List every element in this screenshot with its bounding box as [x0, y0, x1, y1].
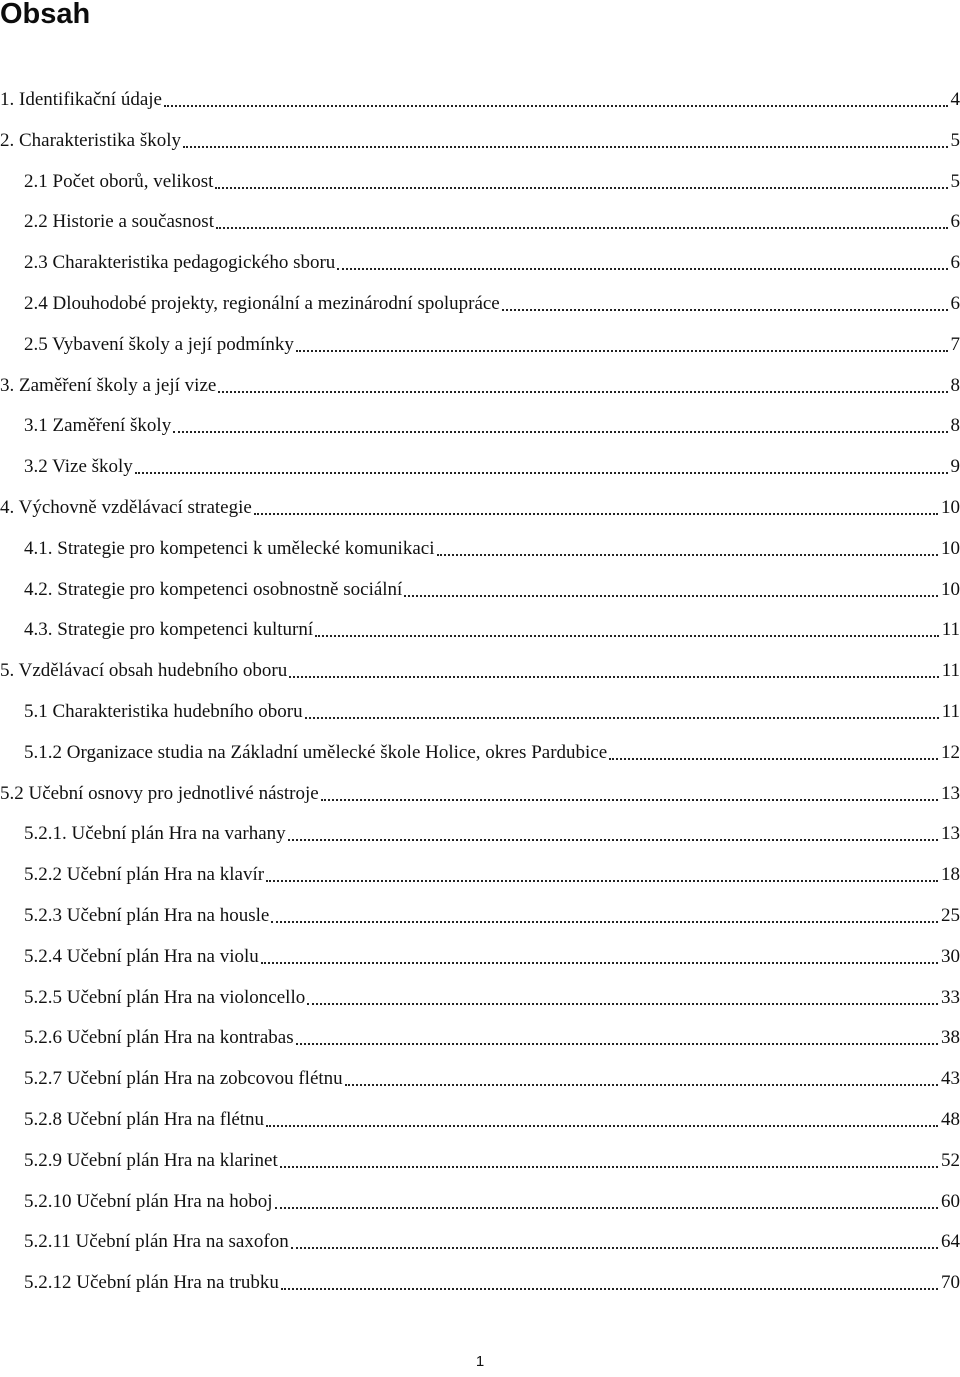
toc-entry[interactable]: [24, 408, 960, 438]
page-title: Obsah: [0, 0, 91, 30]
toc-entry-label: 5. Vzdělávací obsah hudebního oboru: [0, 660, 288, 682]
toc-entry-label: 5.2.10 Učební plán Hra na hoboj: [24, 1190, 273, 1212]
toc-entry-label: 4. Výchovně vzdělávací strategie: [0, 497, 252, 518]
toc-entry-page-number: 60: [941, 1190, 960, 1212]
toc-entry-page-number: 10: [941, 578, 960, 600]
toc-entry-label: 2.4 Dlouhodobé projekty, regionální a mezinárodní spolupráce: [24, 293, 500, 314]
toc-entry[interactable]: [24, 245, 960, 275]
toc-entry-page-number: 38: [941, 1027, 960, 1049]
toc-entry-label: 3. Zaměření školy a její vize: [0, 374, 217, 396]
toc-entry-page-number: 4: [950, 89, 960, 110]
toc-entry-page-number: 8: [950, 415, 960, 437]
dot-leader: [266, 1125, 938, 1127]
toc-entry-page-number: 6: [950, 252, 960, 274]
dot-leader: [173, 431, 947, 433]
toc-entry[interactable]: [24, 1020, 960, 1050]
toc-entry[interactable]: [24, 1143, 960, 1173]
toc-entry-page-number: 43: [941, 1068, 960, 1090]
dot-leader: [288, 839, 938, 841]
toc-entry[interactable]: [0, 123, 960, 153]
toc-entry-page-number: 10: [941, 537, 960, 559]
toc-entry-label: 2.1 Počet oborů, velikost: [24, 170, 214, 192]
toc-entry-page-number: 13: [941, 782, 960, 804]
toc-entry-page-number: 8: [950, 374, 960, 396]
toc-entry[interactable]: [0, 490, 960, 520]
toc-entry-label: 4.1. Strategie pro kompetenci k umělecké komunikaci: [24, 537, 435, 559]
toc-entry[interactable]: [24, 449, 960, 479]
dot-leader: [281, 1288, 938, 1290]
toc-entry-label: 5.2.5 Učební plán Hra na violoncello: [24, 986, 306, 1008]
dot-leader: [502, 309, 948, 311]
dot-leader: [280, 1166, 938, 1168]
toc-entry-label: 5.2 Učební osnovy pro jednotlivé nástroje: [0, 782, 319, 804]
page-number: 1: [475, 1353, 485, 1370]
toc-entry[interactable]: [24, 164, 960, 194]
dot-leader: [609, 758, 938, 760]
toc-entry-page-number: 5: [950, 129, 960, 151]
toc-entry-page-number: 64: [941, 1231, 960, 1253]
dot-leader: [289, 676, 938, 678]
dot-leader: [135, 472, 948, 474]
toc-entry-page-number: 52: [941, 1149, 960, 1171]
toc-entry[interactable]: [0, 82, 960, 112]
dot-leader: [291, 1247, 938, 1249]
toc-entry[interactable]: [24, 980, 960, 1010]
dot-leader: [266, 880, 938, 882]
toc-entry-label: 5.2.2 Učební plán Hra na klavír: [24, 864, 265, 886]
toc-entry-label: 2.3 Charakteristika pedagogického sboru: [24, 252, 336, 274]
dot-leader: [305, 717, 939, 719]
dot-leader: [345, 1084, 938, 1086]
toc-entry-label: 2.5 Vybavení školy a její podmínky: [24, 333, 294, 355]
dot-leader: [164, 105, 948, 107]
toc-entry[interactable]: [24, 694, 960, 724]
toc-entry[interactable]: [24, 857, 960, 887]
toc-entry-page-number: 18: [941, 864, 960, 886]
dot-leader: [296, 350, 948, 352]
toc-entry-label: 3.2 Vize školy: [24, 456, 133, 478]
dot-leader: [218, 391, 947, 393]
toc-entry-label: 1. Identifikační údaje: [0, 89, 162, 110]
toc-entry-page-number: 12: [941, 741, 960, 763]
toc-entry-label: 5.2.9 Učební plán Hra na klarinet: [24, 1149, 278, 1171]
toc-entry-page-number: 13: [941, 823, 960, 845]
toc-entry-label: 2.2 Historie a současnost: [24, 211, 214, 233]
toc-entry-label: 5.2.4 Učební plán Hra na violu: [24, 945, 259, 967]
toc-entry-page-number: 6: [950, 293, 960, 314]
dot-leader: [404, 595, 938, 597]
toc-entry-page-number: 10: [941, 497, 960, 518]
toc-entry[interactable]: [24, 898, 960, 928]
dot-leader: [437, 554, 939, 556]
toc-entry[interactable]: [24, 1184, 960, 1214]
dot-leader: [254, 513, 938, 515]
dot-leader: [321, 799, 938, 801]
dot-leader: [275, 1207, 938, 1209]
toc-entry[interactable]: [24, 1061, 960, 1091]
toc-entry-page-number: 33: [941, 986, 960, 1008]
toc-entry[interactable]: [24, 286, 960, 316]
toc-entry[interactable]: [24, 572, 960, 602]
dot-leader: [296, 1043, 938, 1045]
toc-entry-label: 5.1.2 Organizace studia na Základní umělecké škole Holice, okres Pardubice: [24, 741, 608, 763]
dot-leader: [261, 962, 938, 964]
toc-entry[interactable]: [24, 1224, 960, 1254]
toc-entry-label: 4.2. Strategie pro kompetenci osobnostně sociální: [24, 578, 403, 600]
toc-entry[interactable]: [24, 204, 960, 234]
toc-entry-label: 2. Charakteristika školy: [0, 129, 181, 151]
toc-entry[interactable]: [0, 368, 960, 398]
toc-entry-label: 5.2.6 Učební plán Hra na kontrabas: [24, 1027, 294, 1049]
dot-leader: [183, 146, 948, 148]
toc-entry-label: 4.3. Strategie pro kompetenci kulturní: [24, 619, 314, 641]
toc-entry[interactable]: [24, 327, 960, 357]
toc-entry-page-number: 9: [950, 456, 960, 478]
toc-entry-page-number: 11: [941, 619, 960, 641]
dot-leader: [337, 268, 947, 270]
toc-entry-page-number: 30: [941, 945, 960, 967]
toc-entry-page-number: 48: [941, 1109, 960, 1130]
toc-entry-page-number: 11: [941, 660, 960, 682]
toc-entry[interactable]: [24, 939, 960, 969]
dot-leader: [215, 187, 947, 189]
toc-entry-label: 5.2.8 Učební plán Hra na flétnu: [24, 1109, 265, 1130]
toc-entry-page-number: 7: [950, 333, 960, 355]
toc-entry-label: 5.2.7 Učební plán Hra na zobcovou flétnu: [24, 1068, 343, 1090]
toc-entry-page-number: 5: [950, 170, 960, 192]
dot-leader: [307, 1003, 938, 1005]
toc-entry[interactable]: [24, 735, 960, 765]
dot-leader: [216, 227, 948, 229]
toc-entry-label: 5.2.3 Učební plán Hra na housle: [24, 905, 270, 926]
toc-entry[interactable]: [0, 653, 960, 683]
dot-leader: [315, 635, 939, 637]
dot-leader: [271, 921, 938, 923]
toc-entry-page-number: 25: [941, 905, 960, 926]
toc-entry[interactable]: [24, 1102, 960, 1132]
toc-entry[interactable]: [24, 531, 960, 561]
toc-entry-label: 5.1 Charakteristika hudebního oboru: [24, 701, 303, 722]
toc-entry-page-number: 11: [941, 701, 960, 722]
toc-entry-label: 5.2.11 Učební plán Hra na saxofon: [24, 1231, 289, 1253]
toc-entry-page-number: 6: [950, 211, 960, 233]
toc-entry[interactable]: [24, 612, 960, 642]
toc-entry-label: 5.2.12 Učební plán Hra na trubku: [24, 1272, 279, 1294]
toc-entry-page-number: 70: [941, 1272, 960, 1294]
toc-entry[interactable]: [24, 816, 960, 846]
toc-entry[interactable]: [0, 776, 960, 806]
toc-entry-label: 3.1 Zaměření školy: [24, 415, 172, 437]
toc-entry[interactable]: [24, 1265, 960, 1295]
toc-entry-label: 5.2.1. Učební plán Hra na varhany: [24, 823, 286, 845]
